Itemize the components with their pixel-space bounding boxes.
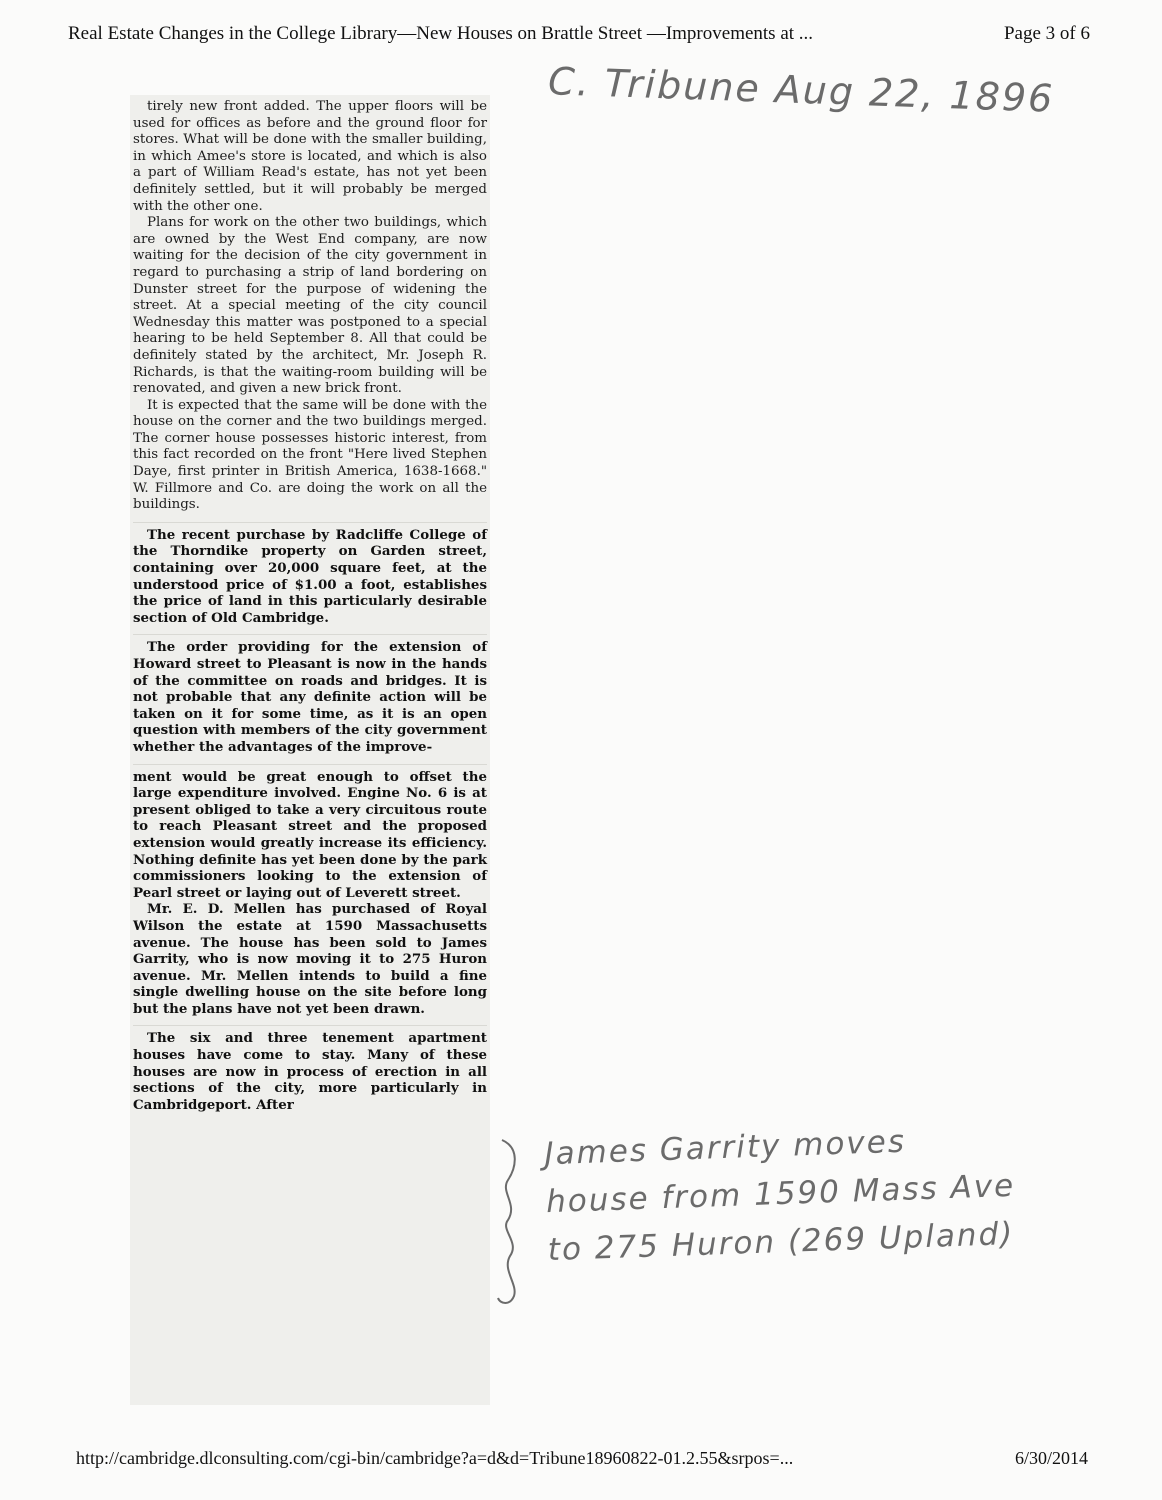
- article-paragraph: Mr. E. D. Mellen has purchased of Royal Wilson the estate at 1590 Massachusetts avenue. The house has been sold to James Garrity, who is now moving it to 275 Huron avenue. Mr. Mellen intends to build a fine single dwelling house on the site before long but the plans have not yet been drawn.: [133, 901, 487, 1017]
- article-paragraph: Plans for work on the other two buildings, which are owned by the West End company, are now waiting for the decision of the city government in regard to purchasing a strip of land bordering on Dunster street for the purpose of widening the street. At a special meeting of the city council Wednesday this matter was postponed to a special hearing to be held September 8. All that could be definitely stated by the architect, Mr. Joseph R. Richards, is that the waiting-room building will be renovated, and given a new brick front.: [133, 215, 487, 397]
- page-indicator: Page 3 of 6: [1003, 23, 1090, 44]
- print-date: 6/30/2014: [1014, 1448, 1088, 1468]
- margin-note-line: house from 1590 Mass Ave: [545, 1167, 1016, 1221]
- article-text: [133, 99, 487, 1113]
- article-paragraph: The six and three tenement apartment houses have come to stay. Many of these houses are now in process of erection in all sections of the city, more particularly in Cambridgeport. After: [133, 1025, 487, 1113]
- print-footer: [76, 1446, 1088, 1470]
- handwritten-brace: [494, 1138, 524, 1308]
- article-paragraph: The recent purchase by Radcliffe College of the Thorndike property on Garden street, containing over 20,000 square feet, at the understood price of $1.00 a foot, establishes the price of land in this particularly desirable section of Old Cambridge.: [133, 522, 487, 627]
- newspaper-clipping: [130, 95, 490, 1405]
- handwritten-source-date: C. Tribune Aug 22, 1896: [547, 59, 1056, 121]
- article-paragraph: It is expected that the same will be done with the house on the corner and the two buildings merged. The corner house possesses historic interest, from this fact recorded on the front "Here lived Stephen Daye, first printer in British America, 1638-1668." W. Fillmore and Co. are doing the work on all the buildings.: [133, 397, 487, 513]
- document-title: Real Estate Changes in the College Library—New Houses on Brattle Street —Improvements at ...: [68, 23, 814, 44]
- source-url: http://cambridge.dlconsulting.com/cgi-bin/cambridge?a=d&d=Tribune18960822-01.2.55&srpos=...: [76, 1448, 794, 1468]
- article-paragraph: tirely new front added. The upper floors will be used for offices as before and the ground floor for stores. What will be done with the smaller building, in which Amee's store is located, and which is also a part of William Read's estate, has not yet been definitely settled, but it will probably be merged with the other one.: [133, 99, 487, 214]
- margin-note-line: to 275 Huron (269 Upland): [547, 1215, 1015, 1269]
- margin-note-line: James Garrity moves: [543, 1123, 907, 1173]
- article-paragraph: The order providing for the extension of Howard street to Pleasant is now in the hands of the committee on roads and bridges. It is not probable that any definite action will be taken on it for some time, as it is an open question with members of the city government whether the advantages of the improve-: [133, 634, 487, 755]
- article-paragraph: ment would be great enough to offset the large expenditure involved. Engine No. 6 is at present obliged to take a very circuitous route to reach Pleasant street and the proposed extension would greatly increase its efficiency. Nothing definite has yet been done by the park commissioners looking to the extension of Pearl street or laying out of Leverett street.: [133, 764, 487, 902]
- print-header: [68, 22, 1090, 46]
- handwritten-margin-note: [544, 1114, 1018, 1274]
